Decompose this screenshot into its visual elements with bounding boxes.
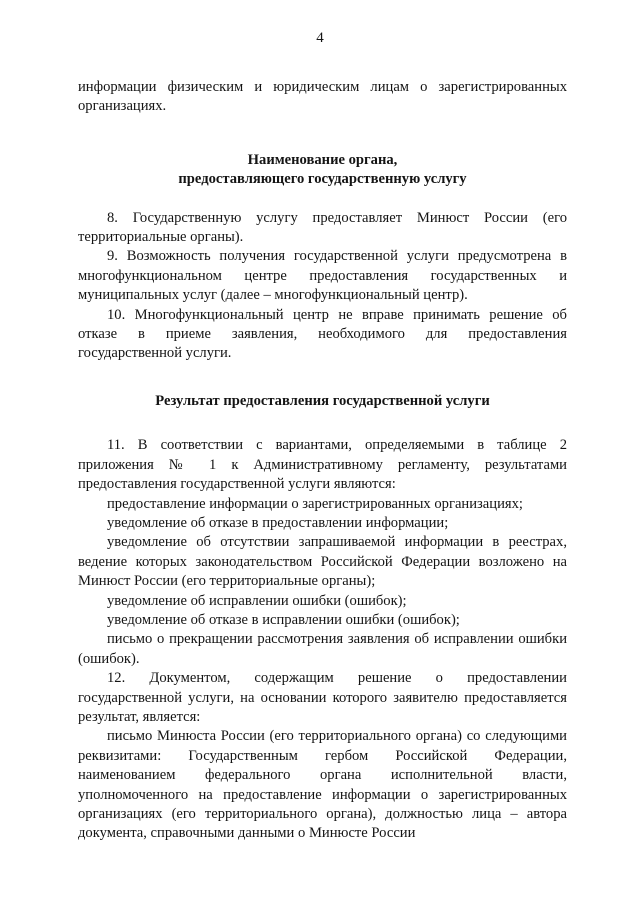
document-body [78, 78, 567, 844]
paragraph-8: 8. Государственную услугу предоставляет Минюст России (его территориальные органы). [78, 209, 567, 246]
paragraph-9: 9. Возможность получения государственной услуги предусмотрена в многофункциональном центре предоставления государственных и муниципальных услуг (далее – многофункциональный центр). [78, 248, 567, 304]
continued-paragraph: информации физическим и юридическим лицам о зарегистрированных организациях. [78, 79, 567, 115]
result-item: уведомление об исправлении ошибки (ошибок); [107, 592, 407, 609]
section-heading-result: Результат предоставления государственной услуги [155, 392, 490, 409]
paragraph-11: 11. В соответствии с вариантами, определяемыми в таблице 2 приложения № 1 к Административному регламенту, результатами предоставления государственной услуги являются: [78, 437, 567, 493]
result-item: уведомление об отказе в исправлении ошибки (ошибок); [107, 611, 460, 628]
result-item: письмо о прекращении рассмотрения заявления об исправлении ошибки (ошибок). [78, 631, 567, 667]
letter-requisites-paragraph: письмо Минюста России (его территориального органа) со следующими реквизитами: Государственным гербом Российской Федерации, наименованием федерального органа исполнительной власти, уполномоченного на предоставление информации о зарегистрированных организациях (его территориального органа), должностью лица – автора документа, справочными данными о Минюсте России [78, 728, 567, 842]
paragraph-12: 12. Документом, содержащим решение о предоставлении государственной услуги, на основании которого заявителю предоставляется результат, является: [78, 670, 567, 725]
section-heading-authority-line2: предоставляющего государственную услугу [178, 171, 467, 188]
page-number: 4 [316, 30, 324, 46]
section-heading-authority-line1: Наименование органа, [247, 151, 398, 168]
result-item: уведомление об отказе в предоставлении информации; [107, 514, 449, 531]
result-item: уведомление об отсутствии запрашиваемой информации в реестрах, ведение которых законодательством Российской Федерации возложено на Минюст России (его территориальные органы); [78, 534, 567, 590]
paragraph-10: 10. Многофункциональный центр не вправе принимать решение об отказе в приеме заявления, необходимого для предоставления государственной услуги. [78, 306, 567, 362]
result-item: предоставление информации о зарегистрированных организациях; [107, 495, 523, 512]
